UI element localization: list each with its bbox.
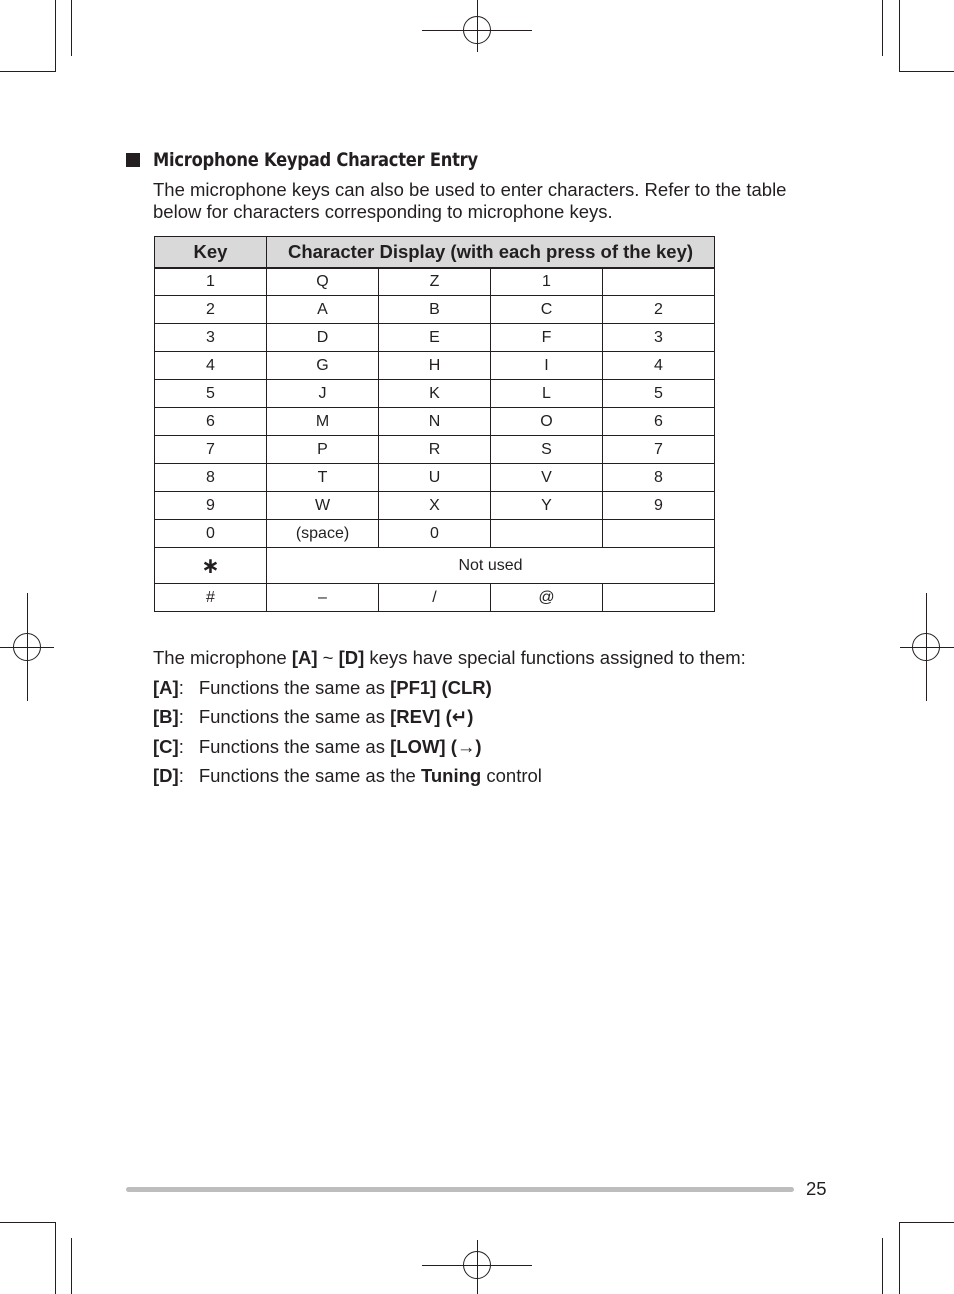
header-key: Key [155,237,267,268]
table-row [155,436,715,464]
table-cell: 6 [603,408,715,436]
table-cell: I [491,352,603,380]
table-cell: 0 [155,520,267,548]
crop-mark [0,1222,55,1223]
table-cell: 8 [155,464,267,492]
table-cell: 7 [155,436,267,464]
table-cell: O [491,408,603,436]
table-row [155,352,715,380]
table-cell: G [267,352,379,380]
table-cell: W [267,492,379,520]
table-cell: 0 [379,520,491,548]
table-cell: (space) [267,520,379,548]
footer-rule [126,1187,794,1192]
crop-mark [71,1238,72,1294]
table-cell: 3 [603,324,715,352]
table-cell: 8 [603,464,715,492]
crop-mark [0,71,55,72]
not-used-cell: Not used [267,548,715,584]
table-cell: Q [267,268,379,296]
section-title: Microphone Keypad Character Entry [153,149,478,171]
intro-line: below for characters corresponding to microphone keys. [153,200,613,222]
functions-intro: The microphone [A] ~ [D] keys have special functions assigned to them: [153,647,746,668]
crop-mark [882,0,883,56]
table-cell: 2 [603,296,715,324]
table-cell: H [379,352,491,380]
table-cell: J [267,380,379,408]
function-item-c: [C]: Functions the same as [LOW] (→) [153,735,482,757]
section-heading [126,146,531,174]
table-cell: @ [491,584,603,612]
table-row [155,324,715,352]
table-cell: B [379,296,491,324]
page-number: 25 [806,1178,827,1199]
table-cell: 6 [155,408,267,436]
table-cell: 4 [603,352,715,380]
table-cell: L [491,380,603,408]
crop-mark [899,1222,954,1223]
table-cell: Z [379,268,491,296]
table-cell: P [267,436,379,464]
table-cell: D [267,324,379,352]
crop-mark [899,0,900,72]
table-cell: M [267,408,379,436]
table-cell: X [379,492,491,520]
crop-mark [71,0,72,56]
table-cell: A [267,296,379,324]
header-character-display: Character Display (with each press of the key) [267,237,715,268]
table-cell: R [379,436,491,464]
table-cell: V [491,464,603,492]
crop-mark [899,71,954,72]
function-item-b: [B]: Functions the same as [REV] (↵) [153,706,474,727]
table-cell: 4 [155,352,267,380]
keypad-character-table [154,236,715,612]
table-row [155,548,715,584]
crop-mark [882,1238,883,1294]
crop-mark [55,0,56,72]
table-row [155,296,715,324]
intro-paragraph [153,179,843,222]
table-cell: 5 [603,380,715,408]
table-row [155,380,715,408]
function-item-a: [A]: Functions the same as [PF1] (CLR) [153,676,492,698]
table-cell: 1 [491,268,603,296]
table-cell: 9 [603,492,715,520]
table-cell: E [379,324,491,352]
table-row [155,268,715,296]
table-cell: 1 [155,268,267,296]
table-row [155,520,715,548]
table-cell: 2 [155,296,267,324]
table-cell [603,268,715,296]
table-cell: 3 [155,324,267,352]
table-row [155,584,715,612]
asterisk-key-cell: ∗ [155,548,267,584]
table-cell [603,520,715,548]
table-cell: 5 [155,380,267,408]
table-cell: – [267,584,379,612]
table-cell: U [379,464,491,492]
table-cell [603,584,715,612]
table-cell: T [267,464,379,492]
table-cell: F [491,324,603,352]
table-cell: K [379,380,491,408]
table-cell [491,520,603,548]
square-bullet-icon [126,153,140,167]
table-cell: 7 [603,436,715,464]
table-row [155,492,715,520]
table-cell: S [491,436,603,464]
table-cell: 9 [155,492,267,520]
table-cell: C [491,296,603,324]
table-row [155,408,715,436]
table-cell: Y [491,492,603,520]
table-cell: / [379,584,491,612]
function-item-d: [D]: Functions the same as the Tuning control [153,765,542,786]
crop-mark [899,1222,900,1294]
table-row [155,464,715,492]
table-header-row [155,237,715,268]
crop-mark [55,1222,56,1294]
special-functions [153,643,746,791]
intro-line: The microphone keys can also be used to enter characters. Refer to the table [153,179,787,200]
table-cell: # [155,584,267,612]
table-cell: N [379,408,491,436]
